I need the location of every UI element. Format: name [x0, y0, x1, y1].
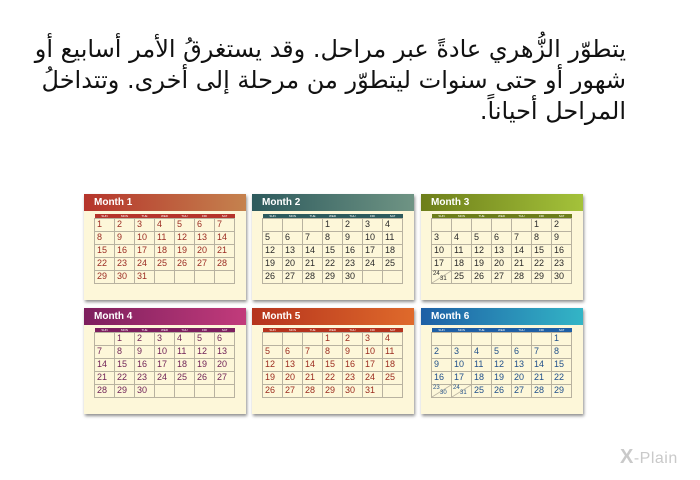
day-cell [512, 219, 532, 232]
day-cell: 10 [432, 245, 452, 258]
weekday-label: THU [343, 328, 363, 333]
month-calendar [84, 308, 246, 414]
day-cell: 23 [343, 372, 363, 385]
month-header [84, 194, 246, 211]
day-cell: 1 [552, 333, 572, 346]
weekday-label: MON [452, 214, 472, 219]
day-cell: 17 [363, 359, 383, 372]
day-cell [432, 333, 452, 346]
weekday-label: SUN [263, 214, 283, 219]
weekday-label: WED [155, 214, 175, 219]
day-cell: 19 [492, 372, 512, 385]
day-cell: 2 [432, 346, 452, 359]
day-cell: 30 [343, 271, 363, 284]
day-cell: 20 [215, 359, 235, 372]
day-cell: 11 [175, 346, 195, 359]
weekday-label: MON [115, 214, 135, 219]
day-cell: 9 [552, 232, 572, 245]
day-cell [283, 333, 303, 346]
weekday-label: THU [175, 328, 195, 333]
day-cell [195, 271, 215, 284]
day-cell: 10 [155, 346, 175, 359]
weekday-label: TUE [303, 328, 323, 333]
day-cell: 5 [263, 232, 283, 245]
weekday-label: MON [452, 328, 472, 333]
day-cell: 1 [532, 219, 552, 232]
weekday-label: SAT [552, 328, 572, 333]
day-cell: 2 [343, 219, 363, 232]
day-number: 31 [460, 390, 467, 396]
day-cell: 27 [512, 385, 532, 398]
day-cell: 21 [512, 258, 532, 271]
day-cell: 3 [452, 346, 472, 359]
day-cell: 1 [323, 219, 343, 232]
weekday-label: WED [323, 328, 343, 333]
day-cell: 20 [492, 258, 512, 271]
day-cell: 1 [323, 333, 343, 346]
month-calendar [421, 194, 583, 300]
day-cell: 8 [552, 346, 572, 359]
day-cell: 6 [512, 346, 532, 359]
day-cell: 8 [95, 232, 115, 245]
day-cell: 14 [512, 245, 532, 258]
day-cell: 26 [263, 271, 283, 284]
day-cell: 22 [95, 258, 115, 271]
day-cell: 24 [363, 258, 383, 271]
day-cell: 28 [512, 271, 532, 284]
day-cell: 6 [215, 333, 235, 346]
day-cell: 28 [303, 271, 323, 284]
weekday-label: MON [115, 328, 135, 333]
day-cell: 7 [303, 346, 323, 359]
day-cell: 25 [383, 258, 403, 271]
day-cell: 11 [452, 245, 472, 258]
month-header [252, 308, 414, 325]
day-number: 30 [440, 390, 447, 396]
day-cell: 30 [343, 385, 363, 398]
weekday-label: MON [283, 328, 303, 333]
day-cell: 18 [383, 359, 403, 372]
weekday-label: TUE [303, 214, 323, 219]
day-cell [263, 219, 283, 232]
day-cell: 10 [135, 232, 155, 245]
day-cell [452, 385, 472, 398]
month-title: Month 2 [262, 197, 301, 208]
day-cell: 20 [512, 372, 532, 385]
day-cell [263, 333, 283, 346]
day-cell: 22 [552, 372, 572, 385]
day-number: 23 [433, 385, 440, 391]
day-cell: 6 [492, 232, 512, 245]
day-cell: 7 [95, 346, 115, 359]
day-cell [512, 333, 532, 346]
day-cell: 13 [283, 359, 303, 372]
day-cell [492, 333, 512, 346]
day-cell: 19 [472, 258, 492, 271]
day-cell: 17 [363, 245, 383, 258]
day-cell: 13 [492, 245, 512, 258]
day-cell [303, 219, 323, 232]
day-cell [155, 271, 175, 284]
day-cell [452, 333, 472, 346]
day-cell: 21 [215, 245, 235, 258]
day-cell: 10 [452, 359, 472, 372]
day-cell: 14 [215, 232, 235, 245]
day-cell: 19 [263, 258, 283, 271]
day-cell: 26 [263, 385, 283, 398]
day-cell: 13 [283, 245, 303, 258]
day-cell: 29 [323, 385, 343, 398]
month-header [421, 308, 583, 325]
day-cell: 18 [155, 245, 175, 258]
month-calendar [252, 308, 414, 414]
day-cell: 6 [283, 346, 303, 359]
day-cell: 18 [472, 372, 492, 385]
day-cell [215, 385, 235, 398]
day-cell: 28 [303, 385, 323, 398]
day-cell: 20 [195, 245, 215, 258]
day-cell: 18 [383, 245, 403, 258]
day-cell: 17 [135, 245, 155, 258]
weekday-label: SAT [383, 328, 403, 333]
day-cell: 5 [472, 232, 492, 245]
day-cell: 21 [532, 372, 552, 385]
weekday-label: WED [492, 328, 512, 333]
day-cell: 11 [383, 232, 403, 245]
weekday-label: SUN [432, 328, 452, 333]
day-cell: 15 [323, 359, 343, 372]
day-cell: 8 [532, 232, 552, 245]
day-number: 24 [453, 385, 460, 391]
day-cell: 13 [215, 346, 235, 359]
day-cell: 29 [532, 271, 552, 284]
day-cell [472, 333, 492, 346]
day-cell: 12 [263, 359, 283, 372]
day-cell: 28 [532, 385, 552, 398]
day-cell: 31 [135, 271, 155, 284]
day-cell [383, 385, 403, 398]
day-cell: 6 [195, 219, 215, 232]
day-cell: 5 [263, 346, 283, 359]
day-cell: 8 [323, 232, 343, 245]
day-cell: 26 [195, 372, 215, 385]
day-cell: 4 [472, 346, 492, 359]
day-cell: 2 [135, 333, 155, 346]
day-cell: 7 [512, 232, 532, 245]
month-title: Month 4 [94, 311, 133, 322]
month-day-table [262, 328, 403, 398]
month-header [84, 308, 246, 325]
day-cell: 14 [95, 359, 115, 372]
day-cell: 26 [492, 385, 512, 398]
weekday-label: THU [512, 214, 532, 219]
day-cell: 14 [303, 359, 323, 372]
day-cell: 18 [452, 258, 472, 271]
day-cell: 1 [95, 219, 115, 232]
day-cell: 19 [175, 245, 195, 258]
day-cell: 7 [532, 346, 552, 359]
day-cell: 21 [303, 258, 323, 271]
day-cell: 19 [263, 372, 283, 385]
day-cell [175, 271, 195, 284]
day-cell: 7 [215, 219, 235, 232]
day-cell: 4 [383, 219, 403, 232]
day-cell: 15 [95, 245, 115, 258]
day-cell: 22 [323, 372, 343, 385]
day-cell: 29 [95, 271, 115, 284]
day-cell: 9 [115, 232, 135, 245]
description-paragraph: يتطوّر الزُّهري عادةً عبر مراحل. وقد يستغرقُ الأمر أسابيع أو شهور أو حتى سنوات ليتطوّر من مرحلة إلى أخرى. وتتداخلُ المراحل أحياناً. [34, 35, 626, 125]
day-cell: 4 [452, 232, 472, 245]
day-cell [363, 271, 383, 284]
day-cell: 29 [115, 385, 135, 398]
xplain-logo: X-Plain [620, 446, 678, 468]
day-cell [303, 333, 323, 346]
day-cell: 2 [115, 219, 135, 232]
day-cell: 14 [532, 359, 552, 372]
day-cell [532, 333, 552, 346]
day-cell: 16 [115, 245, 135, 258]
month-calendar [84, 194, 246, 300]
day-cell: 16 [432, 372, 452, 385]
month-calendar [421, 308, 583, 414]
day-cell: 5 [195, 333, 215, 346]
day-cell: 3 [363, 333, 383, 346]
weekday-label: SAT [215, 214, 235, 219]
day-cell: 13 [195, 232, 215, 245]
month-title: Month 1 [94, 197, 133, 208]
weekday-label: FRI [195, 214, 215, 219]
weekday-label: SUN [263, 328, 283, 333]
day-cell: 27 [215, 372, 235, 385]
day-cell [283, 219, 303, 232]
day-cell: 25 [175, 372, 195, 385]
month-day-table [431, 328, 572, 398]
day-cell [492, 219, 512, 232]
day-cell [95, 333, 115, 346]
day-cell: 2 [552, 219, 572, 232]
day-cell: 1 [115, 333, 135, 346]
day-cell: 22 [115, 372, 135, 385]
month-title: Month 3 [431, 197, 470, 208]
weekday-label: FRI [195, 328, 215, 333]
weekday-label: SAT [215, 328, 235, 333]
day-cell: 20 [283, 372, 303, 385]
month-header [421, 194, 583, 211]
day-cell: 17 [432, 258, 452, 271]
weekday-label: FRI [532, 214, 552, 219]
day-cell: 4 [175, 333, 195, 346]
weekday-label: MON [283, 214, 303, 219]
day-cell: 11 [155, 232, 175, 245]
weekday-label: WED [323, 214, 343, 219]
day-cell: 25 [452, 271, 472, 284]
day-cell: 4 [383, 333, 403, 346]
weekday-label: THU [512, 328, 532, 333]
weekday-label: TUE [472, 328, 492, 333]
day-cell: 6 [283, 232, 303, 245]
month-title: Month 5 [262, 311, 301, 322]
weekday-label: THU [175, 214, 195, 219]
day-cell: 17 [452, 372, 472, 385]
day-cell: 27 [492, 271, 512, 284]
day-cell: 7 [303, 232, 323, 245]
day-cell: 9 [343, 232, 363, 245]
day-cell: 11 [472, 359, 492, 372]
day-cell: 18 [175, 359, 195, 372]
day-cell: 9 [135, 346, 155, 359]
weekday-label: TUE [135, 214, 155, 219]
weekday-label: WED [492, 214, 512, 219]
day-number: 31 [440, 276, 447, 282]
day-cell [195, 385, 215, 398]
day-cell: 19 [195, 359, 215, 372]
weekday-label: SUN [432, 214, 452, 219]
day-cell: 24 [135, 258, 155, 271]
weekday-label: FRI [532, 328, 552, 333]
weekday-label: SAT [383, 214, 403, 219]
day-cell: 5 [175, 219, 195, 232]
day-cell: 25 [472, 385, 492, 398]
day-cell: 8 [115, 346, 135, 359]
day-cell: 16 [135, 359, 155, 372]
day-cell: 5 [492, 346, 512, 359]
day-number: 24 [433, 271, 440, 277]
month-day-table [94, 214, 235, 284]
weekday-label: FRI [363, 214, 383, 219]
month-calendar [252, 194, 414, 300]
day-cell: 30 [135, 385, 155, 398]
day-cell: 9 [432, 359, 452, 372]
day-cell: 10 [363, 346, 383, 359]
day-cell: 24 [155, 372, 175, 385]
day-cell: 2 [343, 333, 363, 346]
weekday-label: FRI [363, 328, 383, 333]
day-cell: 13 [512, 359, 532, 372]
day-cell: 10 [363, 232, 383, 245]
day-cell: 23 [552, 258, 572, 271]
day-cell: 3 [155, 333, 175, 346]
month-title: Month 6 [431, 311, 470, 322]
day-cell: 20 [283, 258, 303, 271]
weekday-label: WED [155, 328, 175, 333]
day-cell: 16 [343, 245, 363, 258]
day-cell [383, 271, 403, 284]
day-cell: 15 [552, 359, 572, 372]
day-cell: 30 [552, 271, 572, 284]
day-cell: 12 [472, 245, 492, 258]
day-cell: 15 [323, 245, 343, 258]
day-cell [452, 219, 472, 232]
weekday-label: SUN [95, 214, 115, 219]
day-cell: 31 [363, 385, 383, 398]
day-cell: 3 [135, 219, 155, 232]
day-cell: 14 [303, 245, 323, 258]
month-day-table [262, 214, 403, 284]
day-cell: 22 [532, 258, 552, 271]
weekday-label: TUE [135, 328, 155, 333]
day-cell [432, 385, 452, 398]
day-cell: 24 [363, 372, 383, 385]
day-cell: 17 [155, 359, 175, 372]
day-cell [432, 271, 452, 284]
weekday-label: SAT [552, 214, 572, 219]
day-cell [472, 219, 492, 232]
month-day-table [94, 328, 235, 398]
day-cell: 22 [323, 258, 343, 271]
day-cell: 4 [155, 219, 175, 232]
day-cell: 12 [195, 346, 215, 359]
day-cell: 23 [343, 258, 363, 271]
day-cell: 25 [383, 372, 403, 385]
day-cell: 21 [303, 372, 323, 385]
day-cell [175, 385, 195, 398]
day-cell: 16 [343, 359, 363, 372]
day-cell: 23 [115, 258, 135, 271]
weekday-label: THU [343, 214, 363, 219]
day-cell: 8 [323, 346, 343, 359]
day-cell: 21 [95, 372, 115, 385]
weekday-label: SUN [95, 328, 115, 333]
day-cell: 29 [552, 385, 572, 398]
day-cell: 15 [532, 245, 552, 258]
day-cell: 27 [283, 385, 303, 398]
day-cell [215, 271, 235, 284]
day-cell: 15 [115, 359, 135, 372]
day-cell: 11 [383, 346, 403, 359]
day-cell: 26 [175, 258, 195, 271]
day-cell: 29 [323, 271, 343, 284]
day-cell: 26 [472, 271, 492, 284]
day-cell: 25 [155, 258, 175, 271]
day-cell: 23 [135, 372, 155, 385]
weekday-label: TUE [472, 214, 492, 219]
month-day-table [431, 214, 572, 284]
day-cell: 12 [175, 232, 195, 245]
day-cell: 16 [552, 245, 572, 258]
day-cell: 27 [283, 271, 303, 284]
day-cell: 12 [263, 245, 283, 258]
day-cell: 12 [492, 359, 512, 372]
day-cell: 9 [343, 346, 363, 359]
day-cell: 30 [115, 271, 135, 284]
day-cell: 28 [215, 258, 235, 271]
day-cell: 28 [95, 385, 115, 398]
day-cell: 3 [363, 219, 383, 232]
day-cell: 27 [195, 258, 215, 271]
day-cell [432, 219, 452, 232]
month-header [252, 194, 414, 211]
day-cell [155, 385, 175, 398]
day-cell: 3 [432, 232, 452, 245]
